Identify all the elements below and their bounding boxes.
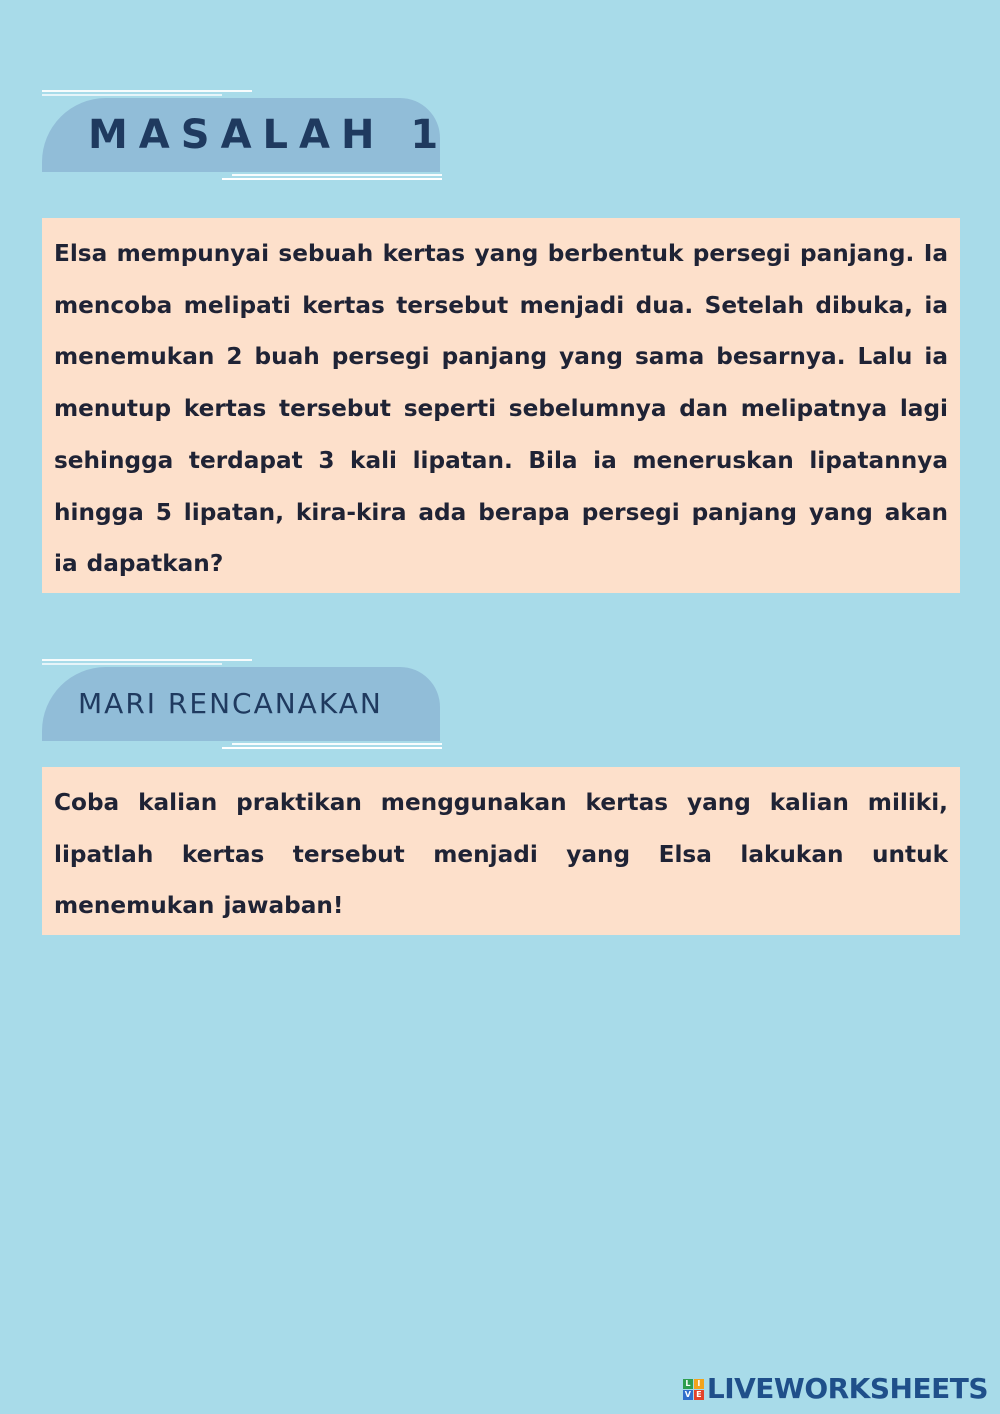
logo-letter: I bbox=[694, 1379, 704, 1389]
logo-letter: V bbox=[684, 1389, 691, 1399]
section-2-banner bbox=[42, 659, 442, 751]
liveworksheets-brand[interactable] bbox=[683, 1374, 988, 1404]
problem-text: Elsa mempunyai sebuah kertas yang berbentuk persegi panjang. Ia mencoba melipati kertas tersebut menjadi dua. Setelah dibuka, ia menemukan 2 buah persegi panjang yang sama besarnya. Lalu ia menutup kertas tersebut seperti sebelumnya dan melipatnya lagi sehingga terdapat 3 kali lipatan. Bila ia meneruskan lipatannya hingga 5 lipatan, kira-kira ada berapa persegi panjang yang akan ia dapatkan? bbox=[54, 240, 948, 578]
problem-text-box bbox=[42, 218, 960, 593]
section-1-heading: MASALAH 1 bbox=[88, 112, 450, 158]
logo-letter: E bbox=[694, 1390, 704, 1400]
section-2-heading: MARI RENCANAKAN bbox=[78, 687, 383, 720]
banner-decor-lines bbox=[42, 90, 272, 98]
plan-text-box bbox=[42, 767, 960, 935]
liveworksheets-logo-icon bbox=[683, 1379, 704, 1400]
plan-text: Coba kalian praktikan menggunakan kertas yang kalian miliki, lipatlah kertas tersebut menjadi yang Elsa lakukan untuk menemukan jawaban! bbox=[54, 789, 948, 920]
banner-decor-lines bbox=[42, 659, 272, 667]
section-1-banner bbox=[42, 90, 450, 182]
logo-letter: L bbox=[683, 1379, 693, 1389]
banner-decor-lines bbox=[222, 174, 442, 182]
brand-name: LIVEWORKSHEETS bbox=[706, 1372, 988, 1405]
banner-decor-lines bbox=[222, 743, 442, 751]
